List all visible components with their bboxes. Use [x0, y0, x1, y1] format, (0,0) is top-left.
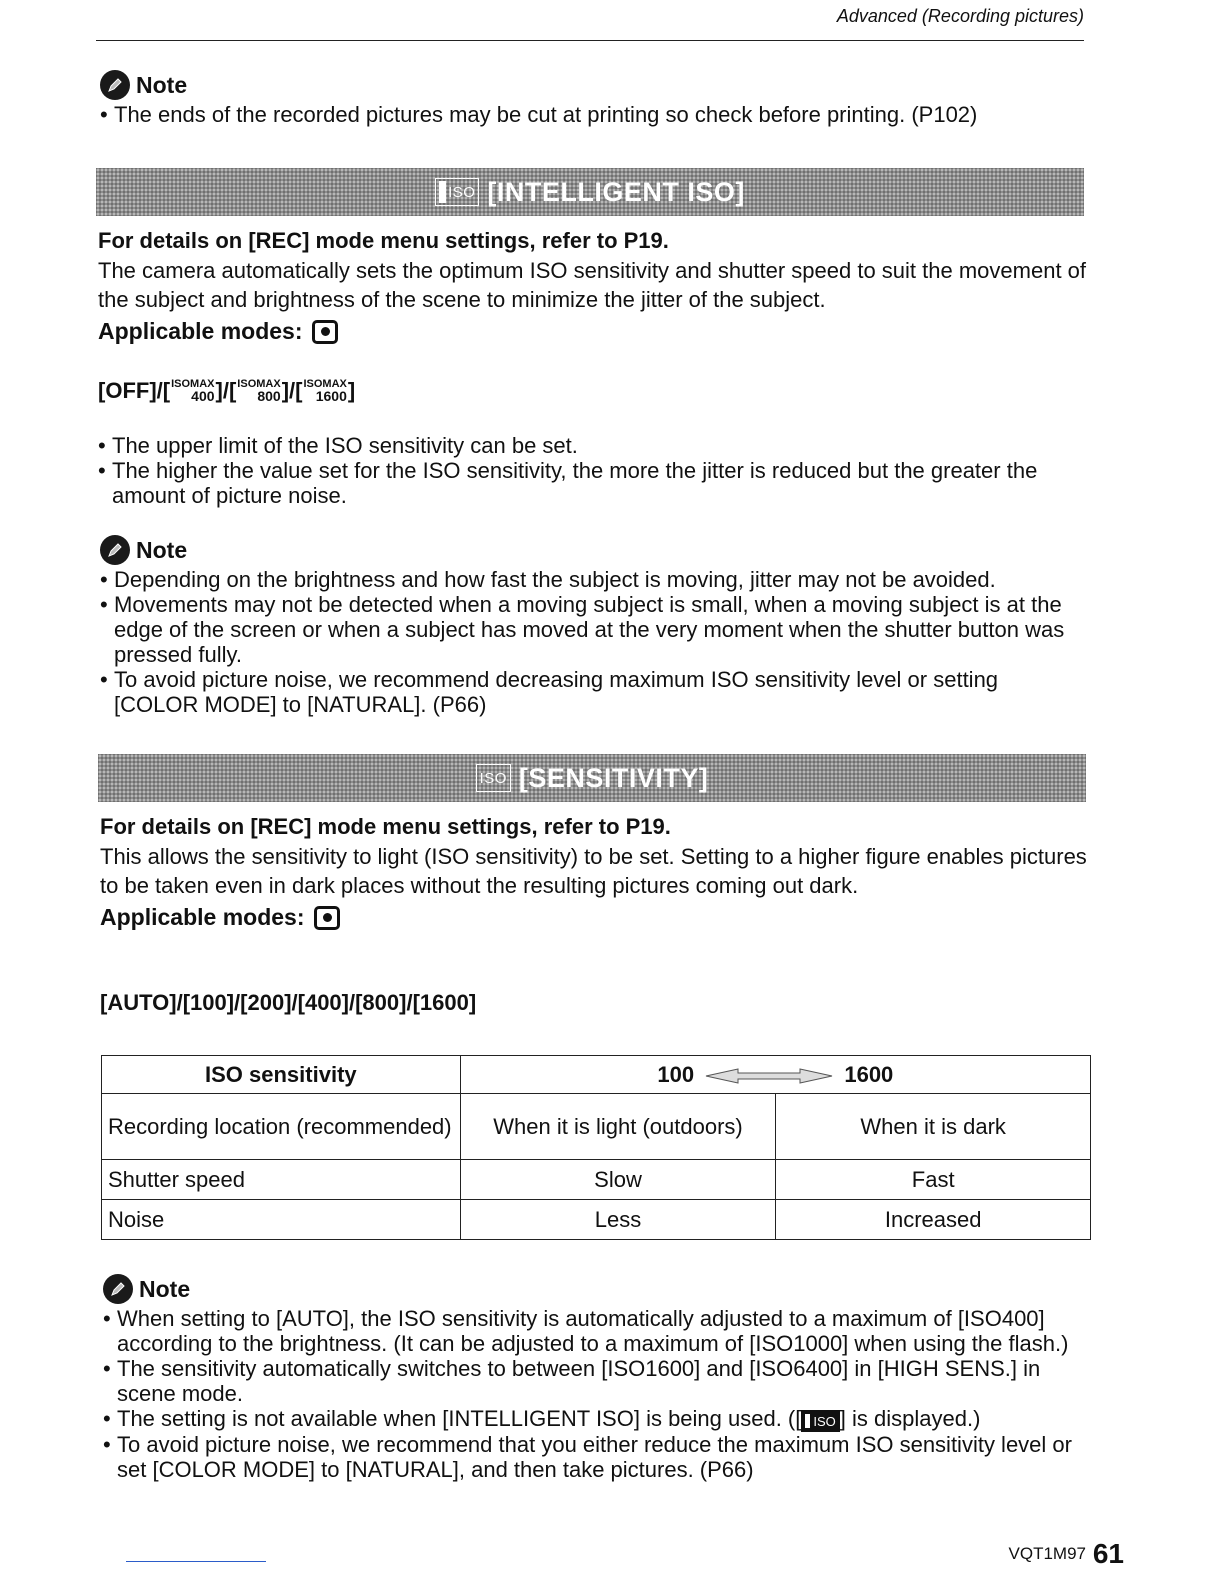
iso-range-header: 100 1600: [460, 1056, 1090, 1094]
pencil-note-icon: [100, 535, 130, 565]
note-heading: Note: [103, 1274, 1088, 1304]
list-item: • The ends of the recorded pictures may be cut at printing so check before printing. (P102): [100, 102, 1090, 127]
section-1-bullets: [98, 433, 1088, 508]
intelligent-iso-icon: ISO: [435, 178, 479, 206]
table-header-label: ISO sensitivity: [102, 1056, 461, 1094]
note-heading: Note: [100, 70, 1090, 100]
iso-table: [101, 1055, 1091, 1240]
list-item: • The upper limit of the ISO sensitivity can be set.: [98, 433, 1088, 458]
section-description: This allows the sensitivity to light (ISO sensitivity) to be set. Setting to a higher figure enables pictures to be taken even in dark places without the resulting pictures coming out dark.: [100, 844, 1087, 898]
section-description: The camera automatically sets the optimum ISO sensitivity and shutter speed to suit the movement of the subject and brightness of the scene to minimize the jitter of the subject.: [98, 258, 1087, 312]
pencil-note-icon: [100, 70, 130, 100]
table-row: [102, 1160, 1091, 1200]
table-row: [102, 1094, 1091, 1160]
sensitivity-options: [AUTO]/[100]/[200]/[400]/[800]/[1600]: [100, 990, 477, 1015]
intelligent-iso-icon: ISO: [801, 1410, 839, 1432]
section-title: [SENSITIVITY]: [518, 762, 709, 793]
section-lead: For details on [REC] mode menu settings, refer to P19.: [98, 228, 669, 253]
row-label: Shutter speed: [102, 1160, 461, 1200]
note-list: [100, 567, 1085, 717]
iso-sensitivity-icon: ISO: [476, 764, 511, 792]
list-item: • When setting to [AUTO], the ISO sensitivity is automatically adjusted to a maximum of [ISO400] according to the brightness. (It can be adjusted to a maximum of [ISO1000] when using the flash.): [103, 1306, 1088, 1356]
applicable-modes: Applicable modes:: [100, 904, 1090, 931]
cell-low: Less: [460, 1200, 776, 1240]
note-list: [103, 1306, 1088, 1482]
cell-low: Slow: [460, 1160, 776, 1200]
list-item: • To avoid picture noise, we recommend decreasing maximum ISO sensitivity level or setting [COLOR MODE] to [NATURAL]. (P66): [100, 667, 1085, 717]
section-bar-intelligent-iso: [96, 168, 1084, 216]
cell-high: When it is dark: [776, 1094, 1091, 1160]
section-2-body: [100, 814, 1090, 931]
note-list: [100, 102, 1090, 127]
applicable-modes: Applicable modes:: [98, 318, 1088, 345]
row-label: Recording location (recommended): [102, 1094, 461, 1160]
isomax-1600-icon: ISOMAX 1600: [303, 378, 347, 404]
section-bar-sensitivity: [98, 754, 1086, 802]
list-item: • Movements may not be detected when a moving subject is small, when a moving subject is at the edge of the screen or when a subject has moved at the very moment when the shutter button was pressed fully.: [100, 592, 1085, 667]
table-header-row: [102, 1056, 1091, 1094]
note-heading: Note: [100, 535, 1085, 565]
cell-high: Fast: [776, 1160, 1091, 1200]
section-lead: For details on [REC] mode menu settings, refer to P19.: [100, 814, 671, 839]
camera-mode-icon: [312, 320, 338, 344]
cell-low: When it is light (outdoors): [460, 1094, 776, 1160]
pencil-note-icon: [103, 1274, 133, 1304]
section-title: [INTELLIGENT ISO]: [487, 176, 745, 207]
list-item: • The sensitivity automatically switches to between [ISO1600] and [ISO6400] in [HIGH SENS.] in scene mode.: [103, 1356, 1088, 1406]
note-block-3: [103, 1274, 1088, 1482]
page-number: 61: [1092, 1538, 1124, 1569]
list-item: • To avoid picture noise, we recommend that you either reduce the maximum ISO sensitivity level or set [COLOR MODE] to [NATURAL], and then take pictures. (P66): [103, 1432, 1088, 1482]
list-item: • The setting is not available when [INTELLIGENT ISO] is being used. ([ ISO ] is displayed.): [103, 1406, 1088, 1432]
row-label: Noise: [102, 1200, 461, 1240]
section-1-body: [98, 228, 1088, 345]
header-rule: [96, 40, 1084, 41]
list-item: • The higher the value set for the ISO sensitivity, the more the jitter is reduced but the greater the amount of picture noise.: [98, 458, 1088, 508]
list-item: • Depending on the brightness and how fast the subject is moving, jitter may not be avoided.: [100, 567, 1085, 592]
camera-mode-icon: [314, 906, 340, 930]
note-block-2: [100, 535, 1085, 717]
footer-rule: [126, 1561, 266, 1562]
intelligent-iso-options: [OFF] / [ ISOMAX 400 ] / [ ISOMAX 800 ] / [ ISOMAX 1600 ]: [98, 378, 356, 404]
cell-high: Increased: [776, 1200, 1091, 1240]
model-code: VQT1M97: [1008, 1544, 1086, 1563]
note-block-1: [100, 70, 1090, 127]
running-header: Advanced (Recording pictures): [836, 6, 1084, 26]
table-row: [102, 1200, 1091, 1240]
double-arrow-icon: [704, 1067, 834, 1085]
isomax-800-icon: ISOMAX 800: [237, 378, 281, 404]
isomax-400-icon: ISOMAX 400: [171, 378, 215, 404]
